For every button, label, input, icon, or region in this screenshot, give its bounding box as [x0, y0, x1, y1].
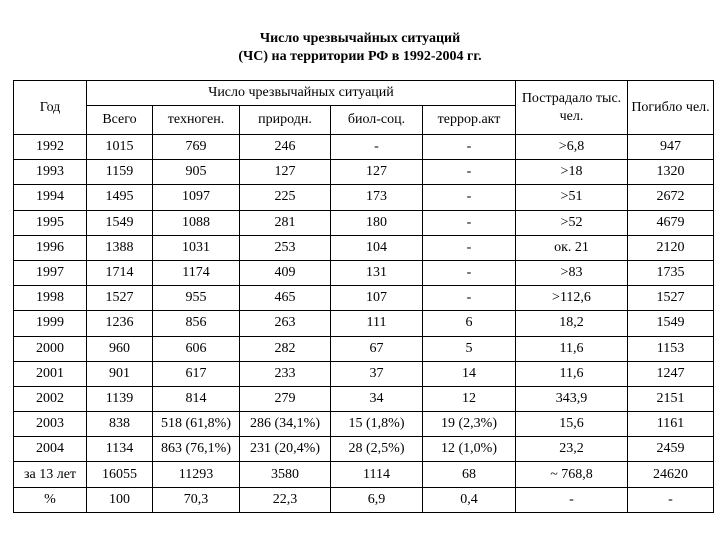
- cell-injured: >51: [516, 185, 628, 210]
- cell-year: 1996: [14, 235, 87, 260]
- header-killed: Погибло чел.: [628, 81, 714, 135]
- table-row: [14, 386, 714, 411]
- table-row: [14, 260, 714, 285]
- header-group: Число чрезвычайных ситуаций: [87, 81, 516, 106]
- cell-biosocial: 107: [331, 286, 423, 311]
- header-biosocial: биол-соц.: [331, 106, 423, 135]
- cell-technogenic: 1174: [153, 260, 240, 285]
- table-body: [14, 135, 714, 513]
- cell-terror: -: [423, 135, 516, 160]
- cell-biosocial: 173: [331, 185, 423, 210]
- cell-natural: 231 (20,4%): [240, 437, 331, 462]
- table-row: [14, 235, 714, 260]
- cell-year: 2004: [14, 437, 87, 462]
- cell-total: 1134: [87, 437, 153, 462]
- cell-injured: 11,6: [516, 361, 628, 386]
- cell-natural: 225: [240, 185, 331, 210]
- cell-terror: -: [423, 160, 516, 185]
- cell-killed: 2672: [628, 185, 714, 210]
- cell-biosocial: 34: [331, 386, 423, 411]
- cell-injured: ~ 768,8: [516, 462, 628, 487]
- table-row: [14, 336, 714, 361]
- cell-total: 1236: [87, 311, 153, 336]
- cell-injured: >112,6: [516, 286, 628, 311]
- header-row-1: [14, 81, 714, 106]
- cell-injured: >6,8: [516, 135, 628, 160]
- table-row: [14, 462, 714, 487]
- cell-total: 1159: [87, 160, 153, 185]
- cell-killed: 1320: [628, 160, 714, 185]
- title-line-2: (ЧС) на территории РФ в 1992-2004 гг.: [238, 49, 482, 64]
- cell-biosocial: 15 (1,8%): [331, 412, 423, 437]
- cell-terror: -: [423, 235, 516, 260]
- table-row: [14, 311, 714, 336]
- cell-injured: 18,2: [516, 311, 628, 336]
- cell-terror: 6: [423, 311, 516, 336]
- cell-terror: 0,4: [423, 487, 516, 512]
- cell-year: 1995: [14, 210, 87, 235]
- cell-natural: 263: [240, 311, 331, 336]
- table-row: [14, 210, 714, 235]
- table-row: [14, 361, 714, 386]
- cell-biosocial: 111: [331, 311, 423, 336]
- cell-total: 1015: [87, 135, 153, 160]
- cell-biosocial: 28 (2,5%): [331, 437, 423, 462]
- cell-killed: 1527: [628, 286, 714, 311]
- cell-biosocial: 67: [331, 336, 423, 361]
- cell-biosocial: 1114: [331, 462, 423, 487]
- cell-technogenic: 606: [153, 336, 240, 361]
- cell-technogenic: 617: [153, 361, 240, 386]
- header-technogenic: техноген.: [153, 106, 240, 135]
- cell-terror: 12 (1,0%): [423, 437, 516, 462]
- cell-technogenic: 70,3: [153, 487, 240, 512]
- cell-total: 1527: [87, 286, 153, 311]
- cell-natural: 409: [240, 260, 331, 285]
- cell-natural: 279: [240, 386, 331, 411]
- table-row: [14, 437, 714, 462]
- cell-natural: 286 (34,1%): [240, 412, 331, 437]
- cell-total: 960: [87, 336, 153, 361]
- cell-injured: -: [516, 487, 628, 512]
- cell-technogenic: 905: [153, 160, 240, 185]
- cell-killed: 2459: [628, 437, 714, 462]
- cell-terror: -: [423, 260, 516, 285]
- cell-terror: -: [423, 185, 516, 210]
- cell-year: 1992: [14, 135, 87, 160]
- cell-technogenic: 863 (76,1%): [153, 437, 240, 462]
- cell-killed: 1247: [628, 361, 714, 386]
- header-injured: Пострадало тыс. чел.: [516, 81, 628, 135]
- table-row: [14, 160, 714, 185]
- cell-technogenic: 1088: [153, 210, 240, 235]
- cell-technogenic: 769: [153, 135, 240, 160]
- cell-year: 1999: [14, 311, 87, 336]
- cell-biosocial: 104: [331, 235, 423, 260]
- cell-technogenic: 1097: [153, 185, 240, 210]
- cell-natural: 281: [240, 210, 331, 235]
- cell-technogenic: 814: [153, 386, 240, 411]
- cell-terror: -: [423, 286, 516, 311]
- cell-killed: 1161: [628, 412, 714, 437]
- table-row: [14, 286, 714, 311]
- cell-year: 2001: [14, 361, 87, 386]
- cell-biosocial: 6,9: [331, 487, 423, 512]
- cell-total: 1549: [87, 210, 153, 235]
- cell-biosocial: 131: [331, 260, 423, 285]
- cell-technogenic: 1031: [153, 235, 240, 260]
- cell-natural: 282: [240, 336, 331, 361]
- cell-killed: 947: [628, 135, 714, 160]
- cell-biosocial: 127: [331, 160, 423, 185]
- cell-killed: 2120: [628, 235, 714, 260]
- cell-killed: 24620: [628, 462, 714, 487]
- cell-technogenic: 518 (61,8%): [153, 412, 240, 437]
- cell-natural: 253: [240, 235, 331, 260]
- cell-terror: 12: [423, 386, 516, 411]
- cell-total: 1495: [87, 185, 153, 210]
- cell-year: за 13 лет: [14, 462, 87, 487]
- cell-year: %: [14, 487, 87, 512]
- header-terror: террор.акт: [423, 106, 516, 135]
- cell-injured: >83: [516, 260, 628, 285]
- cell-total: 1714: [87, 260, 153, 285]
- cell-terror: 68: [423, 462, 516, 487]
- cell-injured: 11,6: [516, 336, 628, 361]
- table-row: [14, 185, 714, 210]
- header-year: Год: [14, 81, 87, 135]
- cell-year: 2003: [14, 412, 87, 437]
- cell-killed: 1549: [628, 311, 714, 336]
- cell-natural: 22,3: [240, 487, 331, 512]
- cell-year: 1998: [14, 286, 87, 311]
- cell-injured: 15,6: [516, 412, 628, 437]
- cell-technogenic: 856: [153, 311, 240, 336]
- header-natural: природн.: [240, 106, 331, 135]
- emergency-stats-table: [13, 80, 714, 513]
- cell-year: 2002: [14, 386, 87, 411]
- cell-injured: ок. 21: [516, 235, 628, 260]
- cell-injured: >52: [516, 210, 628, 235]
- page-title: [0, 30, 720, 66]
- cell-killed: 4679: [628, 210, 714, 235]
- cell-natural: 127: [240, 160, 331, 185]
- table-row: [14, 412, 714, 437]
- cell-killed: 1153: [628, 336, 714, 361]
- cell-terror: 5: [423, 336, 516, 361]
- cell-year: 1993: [14, 160, 87, 185]
- title-line-1: Число чрезвычайных ситуаций: [259, 31, 461, 46]
- cell-natural: 465: [240, 286, 331, 311]
- cell-injured: 23,2: [516, 437, 628, 462]
- cell-terror: 14: [423, 361, 516, 386]
- cell-biosocial: 37: [331, 361, 423, 386]
- cell-total: 100: [87, 487, 153, 512]
- cell-year: 2000: [14, 336, 87, 361]
- cell-killed: -: [628, 487, 714, 512]
- table-row: [14, 487, 714, 512]
- header-total: Всего: [87, 106, 153, 135]
- cell-terror: -: [423, 210, 516, 235]
- cell-killed: 1735: [628, 260, 714, 285]
- cell-total: 16055: [87, 462, 153, 487]
- cell-year: 1994: [14, 185, 87, 210]
- cell-technogenic: 955: [153, 286, 240, 311]
- cell-total: 1139: [87, 386, 153, 411]
- cell-total: 901: [87, 361, 153, 386]
- cell-technogenic: 11293: [153, 462, 240, 487]
- cell-biosocial: 180: [331, 210, 423, 235]
- cell-natural: 233: [240, 361, 331, 386]
- cell-terror: 19 (2,3%): [423, 412, 516, 437]
- cell-killed: 2151: [628, 386, 714, 411]
- cell-natural: 246: [240, 135, 331, 160]
- cell-injured: >18: [516, 160, 628, 185]
- cell-biosocial: -: [331, 135, 423, 160]
- cell-total: 1388: [87, 235, 153, 260]
- cell-total: 838: [87, 412, 153, 437]
- table-row: [14, 135, 714, 160]
- cell-year: 1997: [14, 260, 87, 285]
- cell-natural: 3580: [240, 462, 331, 487]
- cell-injured: 343,9: [516, 386, 628, 411]
